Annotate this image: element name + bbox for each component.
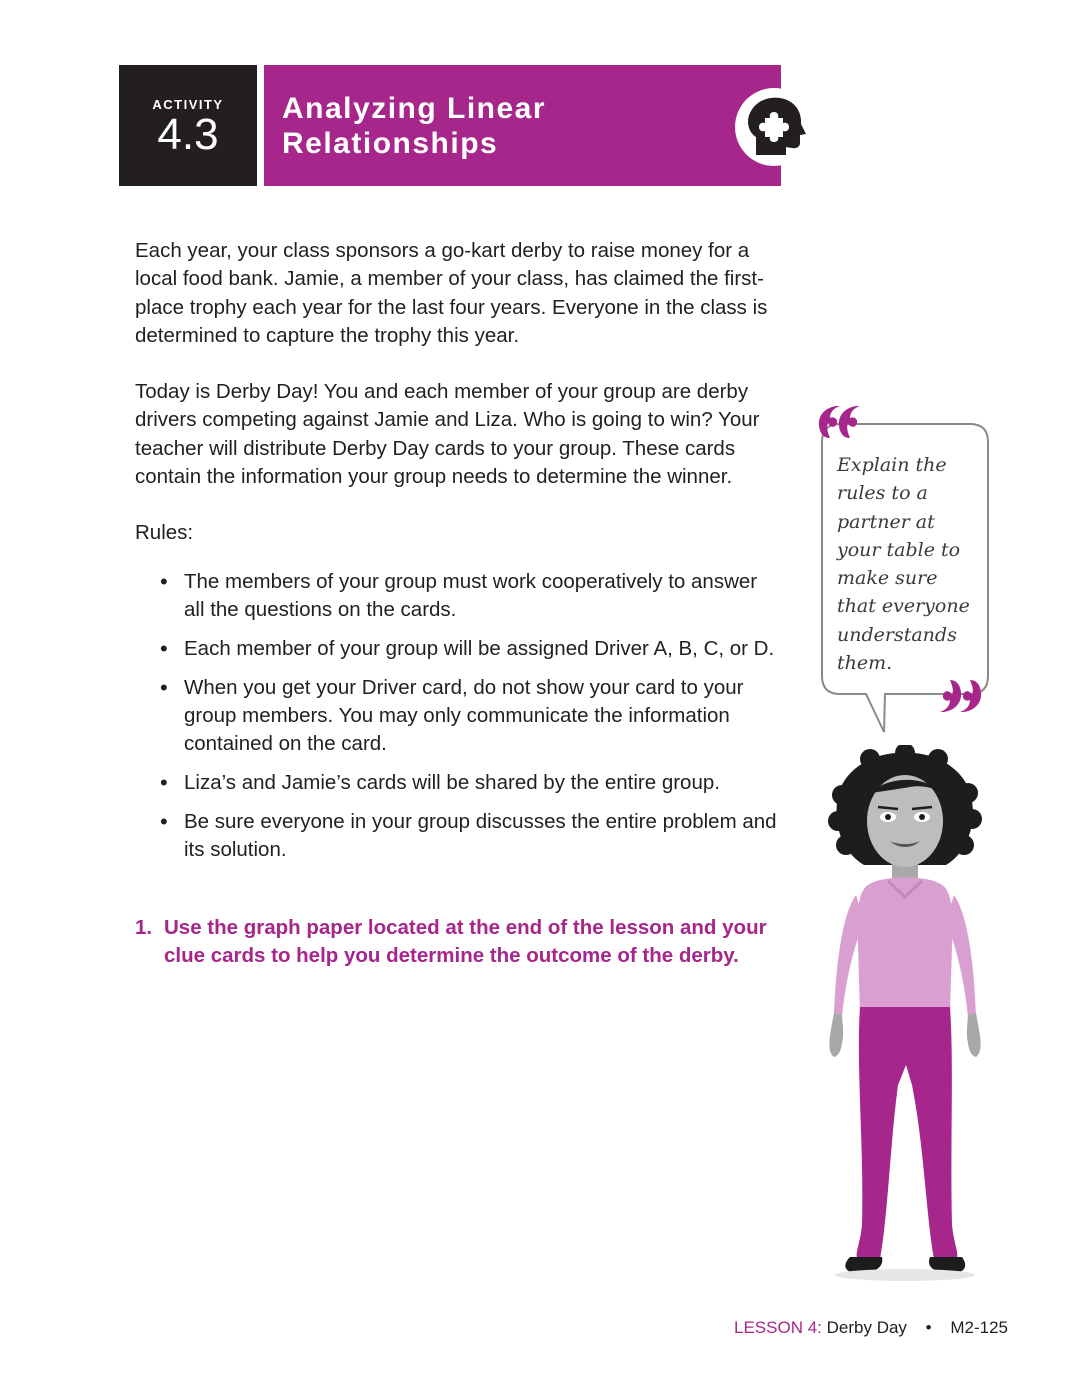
intro-paragraph-2: Today is Derby Day! You and each member of your group are derby drivers competing against Jamie and Liza. Who is going to win? Your teacher will distribute Derby Day cards to your group. These cards contain the information your group needs to determine the winner. xyxy=(135,380,760,488)
activity-label: ACTIVITY xyxy=(152,97,224,112)
puzzle-head-icon xyxy=(734,87,814,167)
footer-separator: • xyxy=(925,1318,932,1337)
activity-number: 4.3 xyxy=(157,110,219,159)
speech-line: rules to a xyxy=(837,482,928,505)
student-illustration xyxy=(820,745,990,1285)
footer-lesson-label: LESSON 4: xyxy=(734,1318,822,1337)
rules-heading: Rules: xyxy=(135,521,194,544)
page-title xyxy=(282,91,546,161)
intro-paragraph-1: Each year, your class sponsors a go-kart derby to raise money for a local food bank. Jamie, a member of your class, has claimed the first-place trophy each year for the last four years. Everyone in the class is determined to capture the trophy this year. xyxy=(135,239,768,347)
question-text: Use the graph paper located at the end of the lesson and your clue cards to help you determine the outcome of the derby. xyxy=(164,916,767,968)
title-line-2: Relationships xyxy=(282,127,499,160)
page-footer xyxy=(734,1318,1008,1338)
speech-line: that everyone xyxy=(837,595,970,618)
footer-lesson-name: Derby Day xyxy=(826,1318,907,1337)
footer-page-number: M2-125 xyxy=(950,1318,1008,1337)
question-number: 1. xyxy=(135,916,153,939)
speech-line: your table to xyxy=(837,538,961,561)
speech-bubble-text xyxy=(837,451,977,677)
speech-line: make sure xyxy=(837,567,938,590)
rules-item: • Each member of your group will be assigned Driver A, B, C, or D. xyxy=(160,635,780,663)
speech-line: partner at xyxy=(837,510,935,533)
rules-item: • Liza’s and Jamie’s cards will be shared by the entire group. xyxy=(160,769,780,797)
rules-item: • Be sure everyone in your group discusses the entire problem and its solution. xyxy=(160,808,780,865)
speech-line: them. xyxy=(837,652,893,675)
rules-item: • When you get your Driver card, do not show your card to your group members. You may only communicate the information contained on the card. xyxy=(160,674,780,759)
rules-item: • The members of your group must work cooperatively to answer all the questions on the cards. xyxy=(160,568,780,625)
question-1 xyxy=(135,914,775,971)
speech-line: understands xyxy=(837,623,957,646)
title-line-1: Analyzing Linear xyxy=(282,92,547,125)
activity-badge xyxy=(119,65,257,186)
title-banner xyxy=(264,65,781,186)
rules-list xyxy=(160,568,780,875)
speech-line: Explain the xyxy=(837,454,947,476)
